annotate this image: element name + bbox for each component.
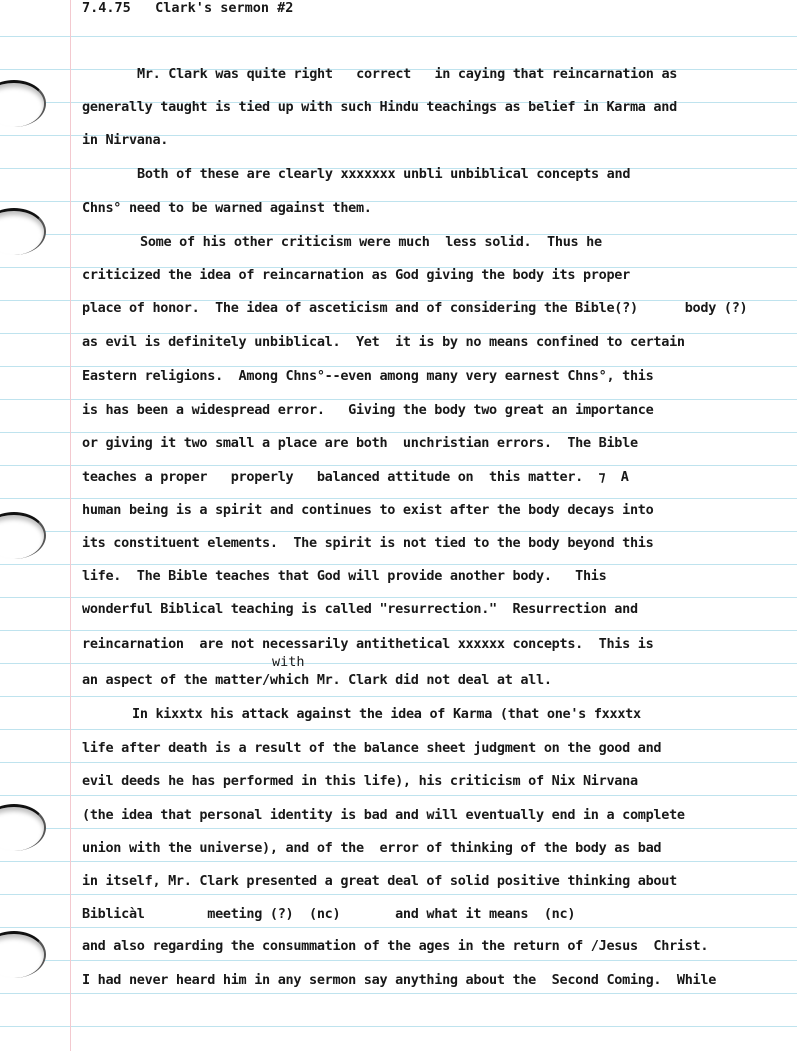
struck-out-text: kixxtx — [155, 706, 203, 722]
text-line: Some of his other criticism were much less solid. Thus he — [140, 234, 602, 250]
text-line: union with the universe), and of the error of thinking of the body as bad — [82, 840, 662, 856]
header-title: Clark's sermon — [155, 0, 269, 16]
binder-hole-5 — [0, 931, 46, 978]
struck-out-text: xxxxxxx — [340, 166, 396, 182]
text-line: and also regarding the consummation of the ages in the return of /Jesus Christ. — [82, 938, 709, 954]
text-line: evil deeds he has performed in this life), his criticism of Nix Nirvana — [82, 773, 638, 789]
binder-hole-3 — [0, 512, 46, 559]
text-line: is has been a widespread error. Giving the body two great an importance — [82, 402, 654, 418]
text-line: Mr. Clark was quite right correct in caying that reincarnation as — [137, 66, 678, 82]
margin-rule — [70, 0, 71, 1051]
text-line: as evil is definitely unbiblical. Yet it is by no means confined to certain — [82, 334, 685, 350]
text-line: human being is a spirit and continues to exist after the body decays into — [82, 502, 654, 518]
text-line: place of honor. The idea of asceticism and of considering the Bible(?) body (?) — [82, 300, 748, 316]
text-line: reincarnation are not necessarily antithetical xxxxxx concepts. This is — [82, 636, 654, 652]
text-line: Biblicàl meeting (?) (nc) and what it means (nc) — [82, 906, 576, 922]
struck-out-text: xxxxxx — [457, 636, 505, 652]
page-header — [82, 0, 293, 16]
text-line: wonderful Biblical teaching is called "resurrection." Resurrection and — [82, 601, 638, 617]
binder-hole-4 — [0, 804, 46, 851]
header-date: 7.4.75 — [82, 0, 131, 16]
text-line: Chns° need to be warned against them. — [82, 200, 372, 216]
text-line: Both of these are clearly xxxxxxx unbli unbiblical concepts and — [137, 166, 631, 182]
binder-hole-2 — [0, 208, 46, 255]
text-line: or giving it two small a place are both unchristian errors. The Bible — [82, 435, 638, 451]
text-line: an aspect of the matter/which Mr. Clark did not deal at all. — [82, 672, 552, 688]
text-line: criticized the idea of reincarnation as God giving the body its proper — [82, 267, 630, 283]
header-number: #2 — [277, 0, 294, 16]
struck-out-text: Nix — [551, 773, 576, 789]
binder-hole-1 — [0, 80, 46, 127]
struck-out-text: unbli — [403, 166, 443, 182]
text-line: (the idea that personal identity is bad and will eventually end in a complete — [82, 807, 685, 823]
text-line: In kixxtx his attack against the idea of Karma (that one's fxxxtx — [132, 706, 641, 722]
text-line: in Nirvana. — [82, 132, 169, 148]
text-line: its constituent elements. The spirit is not tied to the body beyond this — [82, 535, 654, 551]
text-line: I had never heard him in any sermon say anything about the Second Coming. While — [82, 972, 717, 988]
inserted-word: with — [272, 654, 305, 670]
text-line: in itself, Mr. Clark presented a great deal of solid positive thinking about — [82, 873, 677, 889]
text-line: life. The Bible teaches that God will provide another body. This — [82, 568, 607, 584]
struck-out-text: fxxxtx — [593, 706, 641, 722]
text-line: life after death is a result of the balance sheet judgment on the good and — [82, 740, 662, 756]
text-line: Eastern religions. Among Chns°--even among many very earnest Chns°, this — [82, 368, 654, 384]
text-line: generally taught is tied up with such Hindu teachings as belief in Karma and — [82, 99, 677, 115]
text-line: teaches a proper properly balanced attitude on this matter. ⁊ A — [82, 469, 629, 485]
